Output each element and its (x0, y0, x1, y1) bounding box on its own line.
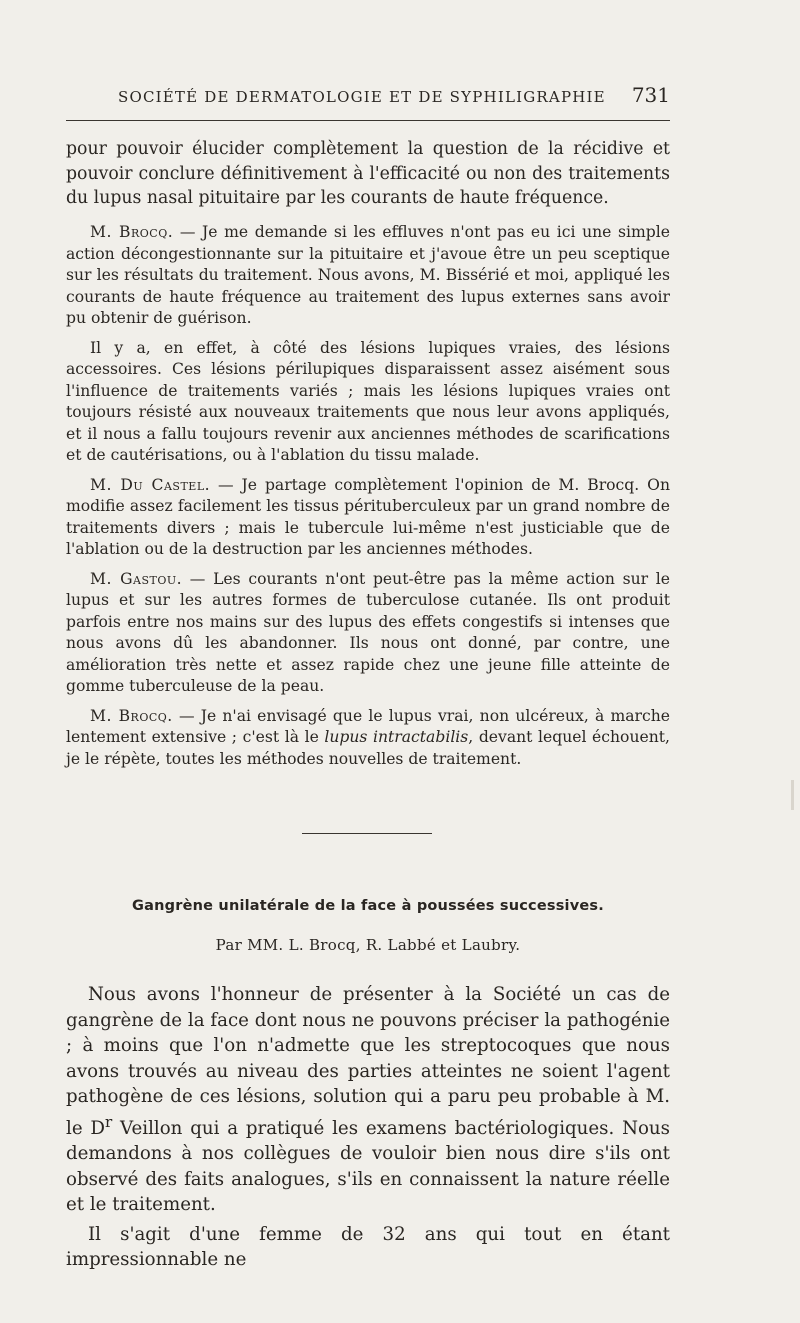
speaker-name: M. Brocq. (90, 223, 174, 241)
section-divider (302, 833, 432, 834)
paragraph-text: Veillon qui a pratiqué les examens bactériologiques. Nous demandons à nos collègues de vouloir bien nous dire s'ils ont observé des faits analogues, s'ils en connaissent la nature réelle et le traitement. (66, 1117, 670, 1216)
discussion-paragraph (66, 569, 670, 698)
page-edge-mark (791, 780, 794, 810)
paragraph-text: — Les courants n'ont peut-être pas la même action sur le lupus et sur les autres formes de tuberculose cutanée. Ils ont produit parfois entre nos mains sur des lupus des effets congestifs si intenses que nous avons dû les abandonner. Ils nous ont donné, par contre, une amélioration très nette et assez rapide chez une jeune fille atteinte de gomme tuberculeuse de la peau. (66, 569, 670, 695)
italic-term: lupus intractabilis (324, 728, 469, 746)
discussion-paragraph (66, 475, 670, 561)
article-paragraph (66, 982, 670, 1218)
speaker-name: M. Gastou. (90, 569, 183, 588)
paragraph-text: Il y a, en effet, à côté des lésions lupiques vraies, des lésions accessoires. Ces lésions périlupiques disparaissent assez aisément sous l'influence de traitements variés ; mais les lésions lupiques vraies ont toujours résisté aux nouveaux traitements que nous leur avons appliqués, et il nous a fallu toujours revenir aux anciennes méthodes de scarifications et de cautérisations, ou à l'ablation du tissu malade. (66, 338, 670, 464)
paragraph-text: — Je partage complètement l'opinion de M. Brocq. On modifie assez facilement les tissus pérituberculeux par un grand nombre de traitements divers ; mais le tubercule lui-même n'est justiciable que de l'ablation ou de la destruction par les anciennes méthodes. (66, 475, 670, 558)
paragraph-text: Nous avons l'honneur de présenter à la Société un cas de gangrène de la face dont nous ne pouvons préciser la pathogénie ; à moins que l'on n'admette que les streptocoques que nous avons trouvés au niveau des parties atteintes ne soient l'agent pathogène de ces lésions, solution qui a paru peu probable à M. le D (66, 984, 670, 1139)
paragraph-text: — Je n'ai envisagé que le lupus vrai, non ulcéreux, à marche lentement extensive ; c'est là le (66, 706, 670, 746)
paragraph-text: Il s'agit d'une femme de 32 ans qui tout en étant impressionnable ne (66, 1223, 670, 1271)
discussion-paragraph (66, 706, 670, 771)
article-title: Gangrène unilatérale de la face à poussées successives. (132, 898, 604, 914)
speaker-name: M. Du Castel. (90, 475, 211, 494)
paragraph-text: , devant lequel échouent, je le répète, toutes les méthodes nouvelles de traitement. (66, 728, 670, 768)
article-body (66, 982, 670, 1277)
page-number: 731 (631, 83, 670, 107)
discussion-paragraph (66, 222, 670, 330)
discussion-section (66, 222, 670, 778)
paragraph-text: — Je me demande si les effluves n'ont pas eu ici une simple action décongestionnante sur la pituitaire et j'avoue être un peu sceptique sur les résultats du traitement. Nous avons, M. Bissérié et moi, appliqué les courants de haute fréquence au traitement des lupus externes sans avoir pu obtenir de guérison. (66, 223, 670, 327)
running-head (66, 80, 670, 110)
header-rule (66, 120, 670, 121)
speaker-name: M. Brocq. (90, 706, 173, 725)
continuation-paragraph (66, 137, 670, 211)
superscript: r (104, 1112, 113, 1131)
article-byline: Par MM. L. Brocq, R. Labbé et Laubry. (215, 936, 521, 954)
article-paragraph (66, 1222, 670, 1273)
discussion-paragraph (66, 338, 670, 467)
continuation-text: pour pouvoir élucider complètement la question de la récidive et pouvoir conclure définitivement à l'efficacité ou non des traitements du lupus nasal pituitaire par les courants de haute fréquence. (66, 139, 670, 208)
running-title: SOCIÉTÉ DE DERMATOLOGIE ET DE SYPHILIGRAPHIE (118, 88, 606, 106)
